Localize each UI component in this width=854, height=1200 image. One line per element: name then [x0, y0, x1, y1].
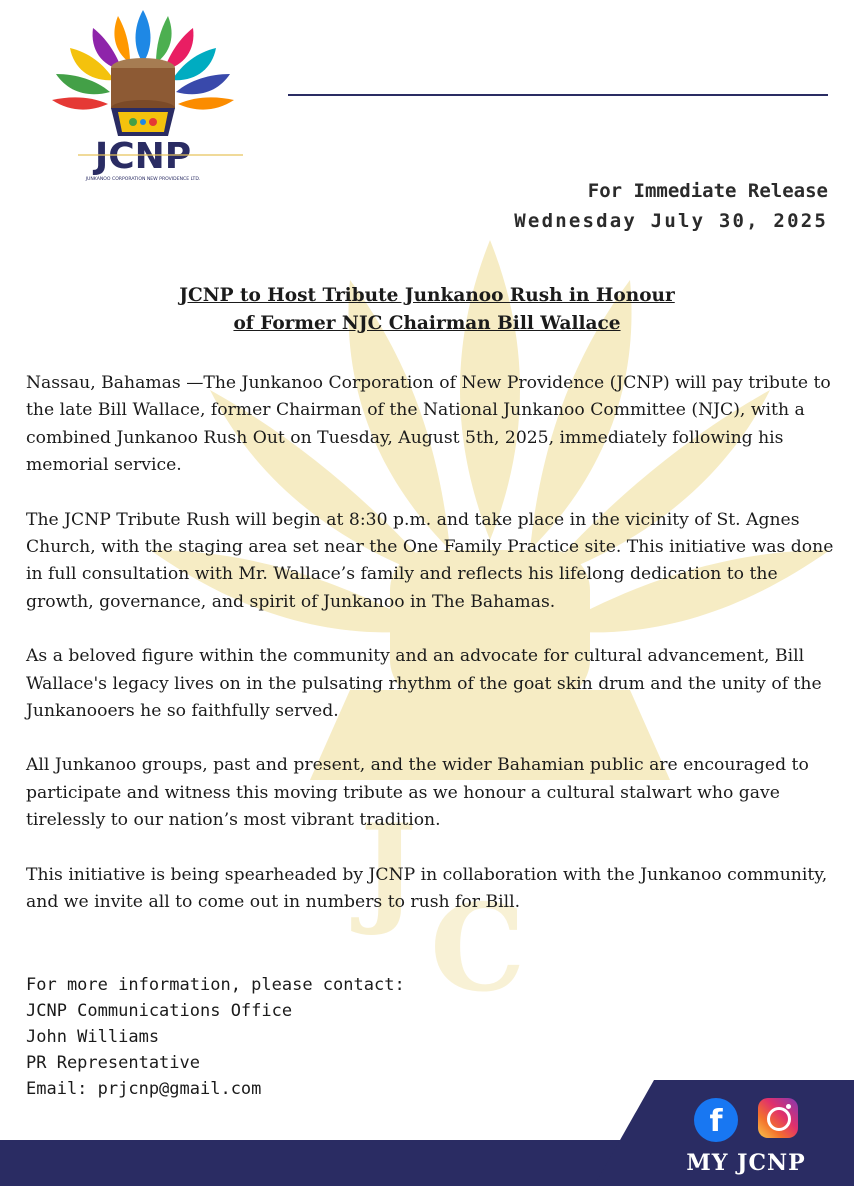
contact-intro: For more information, please contact:	[26, 975, 405, 995]
social-links	[666, 1098, 826, 1176]
svg-text:C: C	[430, 878, 526, 1019]
contact-office: JCNP Communications Office	[26, 1001, 293, 1021]
headline-line-2: of Former NJC Chairman Bill Wallace	[233, 313, 621, 334]
body-paragraph: Nassau, Bahamas —The Junkanoo Corporation of New Providence (JCNP) will pay tribute to the late Bill Wallace, former Chairman of the National Junkanoo Committee (NJC), with a combined Junkanoo Rush Out on Tuesday, August 5th, 2025, immediately following his memorial service.	[26, 373, 831, 476]
contact-block	[26, 972, 405, 1102]
instagram-icon[interactable]	[758, 1098, 798, 1138]
logo-subtext: JUNKANOO CORPORATION NEW PROVIDENCE LTD.	[85, 177, 201, 182]
press-release-headline	[0, 282, 854, 338]
body-paragraph: This initiative is being spearheaded by JCNP in collaboration with the Junkanoo community, and we invite all to come out in numbers to rush for Bill.	[26, 864, 828, 913]
facebook-icon[interactable]: f	[694, 1098, 738, 1142]
body-paragraph: As a beloved figure within the community and an advocate for cultural advancement, Bill Wallace's legacy lives on in the pulsating rhythm of the goat skin drum and the unity of the Junkanooers he so faithfully served.	[26, 646, 822, 722]
contact-name: John Williams	[26, 1027, 160, 1047]
header-divider	[288, 94, 828, 96]
release-label: For Immediate Release	[587, 180, 828, 202]
release-block	[514, 176, 828, 236]
release-date: Wednesday July 30, 2025	[514, 210, 828, 232]
body-paragraph: All Junkanoo groups, past and present, and the wider Bahamian public are encouraged to participate and witness this moving tribute as we honour a cultural stalwart who gave tirelessly to our nation’s most vibrant tradition.	[26, 755, 809, 831]
headline-line-1: JCNP to Host Tribute Junkanoo Rush in Honour	[179, 285, 675, 306]
svg-text:J: J	[360, 798, 417, 939]
logo-wordmark: JCNP	[94, 136, 192, 177]
jcnp-logo	[38, 8, 248, 188]
contact-email[interactable]: Email: prjcnp@gmail.com	[26, 1079, 262, 1099]
social-handle: MY JCNP	[686, 1150, 806, 1176]
body-paragraph: The JCNP Tribute Rush will begin at 8:30 p.m. and take place in the vicinity of St. Agnes Church, with the staging area set near the One Family Practice site. This initiative was done in full consultation with Mr. Wallace’s family and reflects his lifelong dedication to the growth, governance, and spirit of Junkanoo in The Bahamas.	[26, 509, 834, 612]
press-release-body	[26, 370, 834, 944]
contact-role: PR Representative	[26, 1053, 200, 1073]
